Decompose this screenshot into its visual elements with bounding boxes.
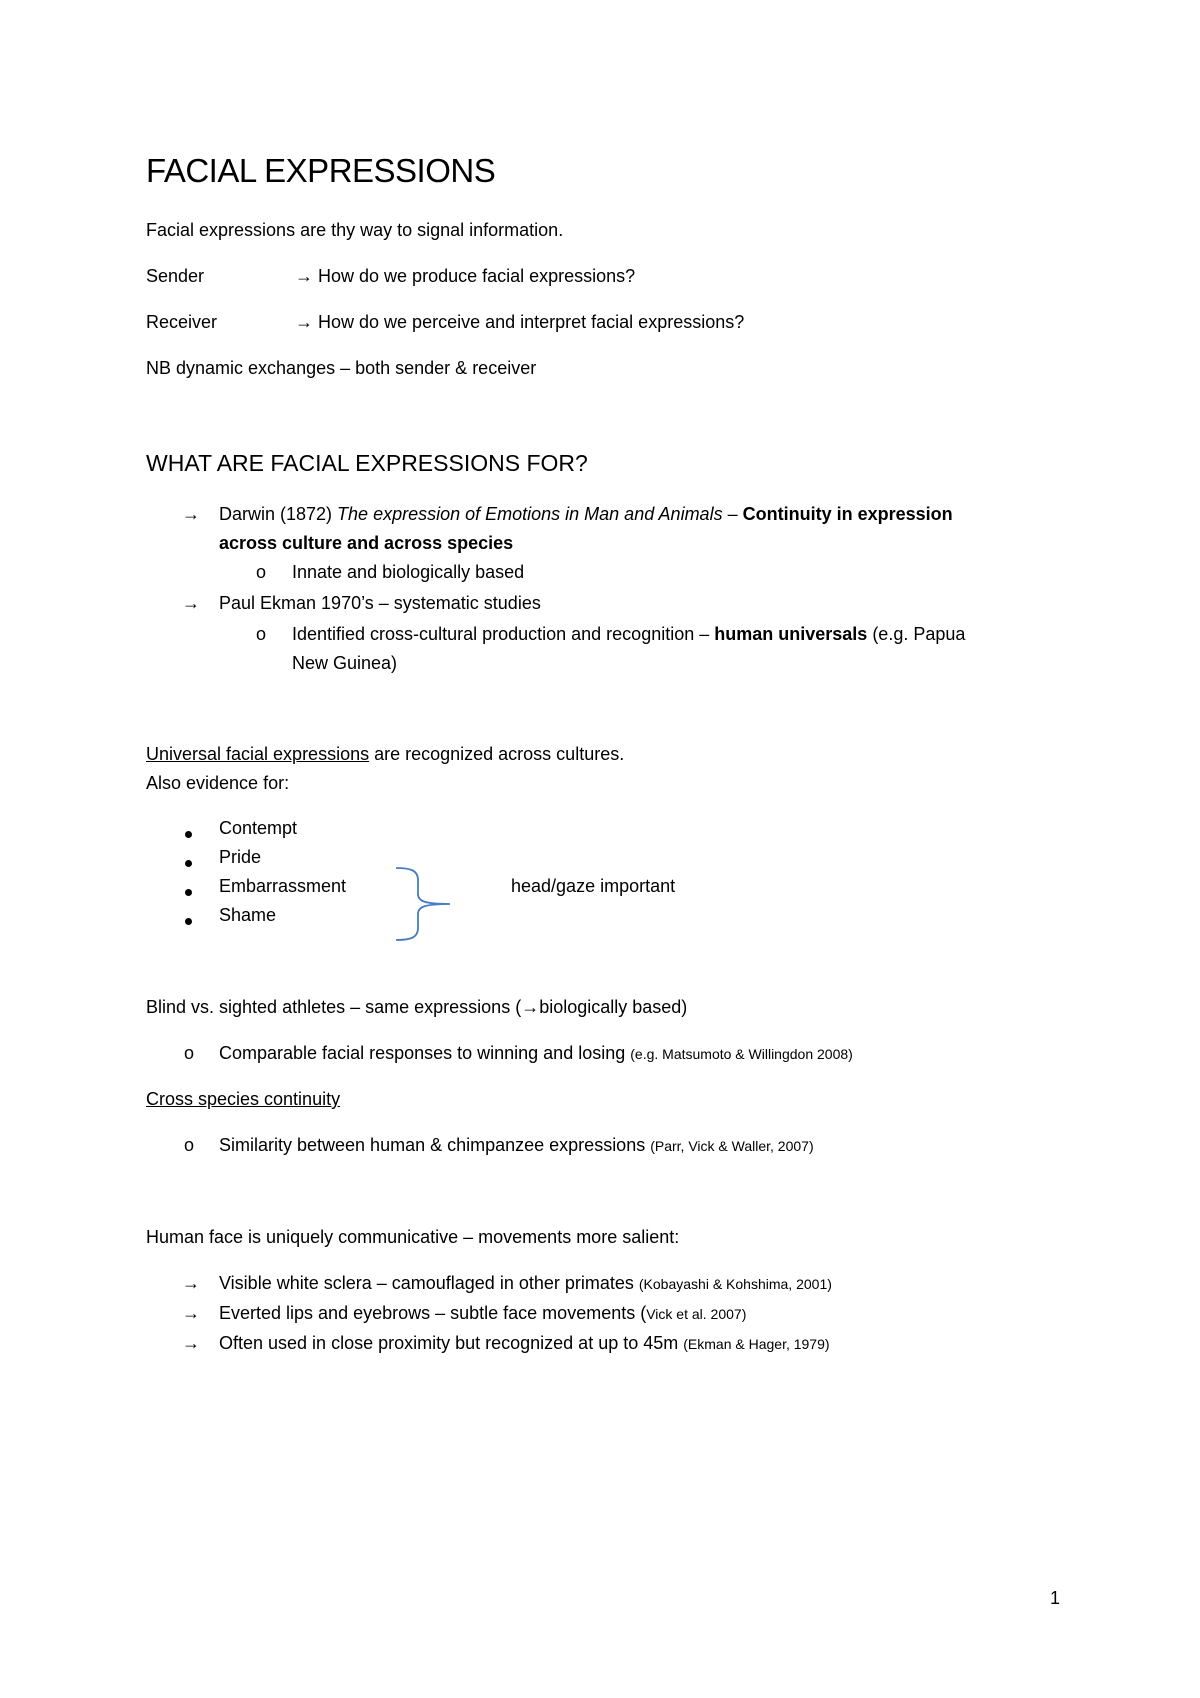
blind-line: Blind vs. sighted athletes – same expressions (→biologically based) <box>146 997 688 1017</box>
darwin-bold: Continuity in expression <box>742 504 953 524</box>
darwin-bold-cont: across culture and across species <box>219 533 514 553</box>
sender-question: How do we produce facial expressions? <box>318 266 636 286</box>
receiver-label: Receiver <box>146 312 218 332</box>
citation: (e.g. Matsumoto & Willingdon 2008) <box>630 1046 853 1062</box>
nb-note: NB dynamic exchanges – both sender & receiver <box>146 358 537 378</box>
page-title: FACIAL EXPRESSIONS <box>146 152 496 189</box>
dash: – <box>722 504 743 524</box>
section-heading: WHAT ARE FACIAL EXPRESSIONS FOR? <box>146 450 588 476</box>
cross-species-heading: Cross species continuity <box>146 1089 341 1109</box>
arrow-icon: → <box>182 1333 200 1353</box>
blind-sub: Comparable facial responses to winning and losing (e.g. Matsumoto & Willingdon 2008) <box>219 1043 853 1063</box>
darwin-sub: Innate and biologically based <box>292 562 525 582</box>
also-evidence: Also evidence for: <box>146 773 290 793</box>
arrow-icon: → <box>295 266 313 286</box>
list-item: Visible white sclera – camouflaged in other primates (Kobayashi & Kohshima, 2001) <box>219 1273 832 1293</box>
arrow-icon: → <box>182 504 200 524</box>
human-face-heading: Human face is uniquely communicative – movements more salient: <box>146 1227 680 1247</box>
bullet-icon <box>185 883 192 901</box>
ekman-line: Paul Ekman 1970’s – systematic studies <box>219 593 541 613</box>
intro-text: Facial expressions are thy way to signal information. <box>146 220 564 240</box>
arrow-icon: → <box>182 1273 200 1293</box>
sub-bullet-icon: o <box>184 1135 195 1155</box>
ekman-sub-cont: New Guinea) <box>292 653 398 673</box>
universal-line: Universal facial expressions are recognized across cultures. <box>146 744 625 764</box>
cross-sub: Similarity between human & chimpanzee expressions (Parr, Vick & Waller, 2007) <box>219 1135 814 1155</box>
darwin-line <box>219 504 953 525</box>
ekman-sub: Identified cross-cultural production and recognition – human universals (e.g. Papua <box>292 624 966 644</box>
sub-bullet-icon: o <box>184 1043 195 1063</box>
brace-note: head/gaze important <box>511 876 676 896</box>
arrow-icon: → <box>295 312 313 332</box>
human-universals: human universals <box>714 624 868 644</box>
bullet-icon <box>185 854 192 872</box>
sub-bullet-icon: o <box>256 624 267 644</box>
arrow-icon: → <box>182 593 200 613</box>
list-item: Embarrassment <box>219 876 347 896</box>
sub-bullet-icon: o <box>256 562 267 582</box>
citation: (Ekman & Hager, 1979) <box>683 1336 830 1352</box>
list-item: Everted lips and eyebrows – subtle face movements (Vick et al. 2007) <box>219 1303 747 1323</box>
bullet-icon <box>185 825 192 843</box>
darwin-book-title: The expression of Emotions in Man and Animals <box>337 504 723 524</box>
arrow-icon: → <box>182 1303 200 1323</box>
list-item: Pride <box>219 847 262 867</box>
universal-term: Universal facial expressions <box>146 744 370 764</box>
citation: Vick et al. 2007) <box>646 1306 747 1322</box>
bullet-icon <box>185 912 192 930</box>
receiver-line <box>295 312 744 333</box>
darwin-prefix: Darwin (1872) <box>219 504 338 524</box>
list-item: Shame <box>219 905 277 925</box>
arrow-icon: → <box>521 997 540 1017</box>
citation: (Parr, Vick & Waller, 2007) <box>650 1138 814 1154</box>
receiver-question: How do we perceive and interpret facial expressions? <box>318 312 745 332</box>
list-item: Contempt <box>219 818 298 838</box>
brace-icon <box>392 866 452 942</box>
page-number: 1 <box>1050 1588 1061 1608</box>
list-item: Often used in close proximity but recognized at up to 45m (Ekman & Hager, 1979) <box>219 1333 830 1353</box>
sender-label: Sender <box>146 266 205 286</box>
sender-line <box>295 266 635 287</box>
citation: (Kobayashi & Kohshima, 2001) <box>638 1276 832 1292</box>
